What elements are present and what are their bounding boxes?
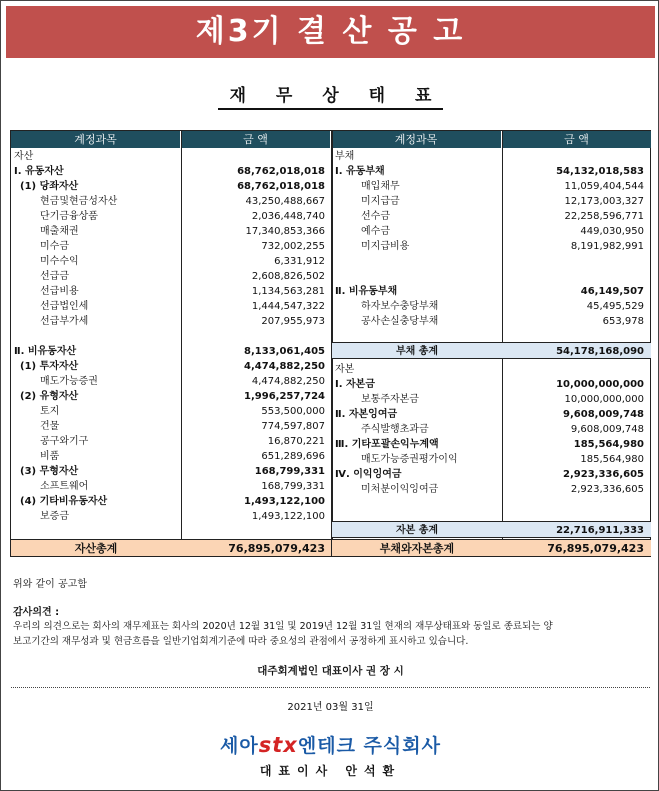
liability-row-amount xyxy=(502,254,644,269)
asset-row-amount: 651,289,696 xyxy=(261,451,325,462)
audit-opinion-line: 보고기간의 재무성과 및 현금흐름을 일반기업회계기준에 따라 중요성의 관점에서 공정하게 표시하고 있습니다. xyxy=(13,636,469,647)
header-right-amount: 금 액 xyxy=(502,131,651,148)
asset-row-amount: 1,996,257,724 xyxy=(244,391,325,402)
audit-opinion-title: 감사의견 : xyxy=(13,607,60,618)
equity-row-amount xyxy=(502,362,644,377)
equity-row-amount: 9,608,009,748 xyxy=(570,424,644,435)
asset-row-label: 단기금융상품 xyxy=(40,211,98,222)
equity-row-label: Ⅲ. 기타포괄손익누계액 xyxy=(335,439,439,450)
asset-row-label: 선급부가세 xyxy=(40,316,89,327)
statement-title xyxy=(1,81,659,106)
company-suffix: 엔테크 주식회사 xyxy=(297,735,441,757)
liability-row-label: 미지급금 xyxy=(361,196,400,207)
asset-row-amount: 168,799,331 xyxy=(254,466,325,477)
dotted-divider xyxy=(11,687,650,688)
equity-row-amount: 9,608,009,748 xyxy=(563,409,644,420)
asset-row-label: 선급비용 xyxy=(40,286,79,297)
equity-row-amount: 185,564,980 xyxy=(573,439,644,450)
asset-row-amount: 43,250,488,667 xyxy=(245,196,325,207)
asset-row-amount: 2,036,448,740 xyxy=(251,211,325,222)
liabilities-total-row xyxy=(332,342,651,359)
assets-total-row xyxy=(11,539,331,556)
asset-row-label: 매도가능증권 xyxy=(40,376,98,387)
liabilities-total-amount: 54,178,168,090 xyxy=(556,346,644,357)
asset-row-label: 소프트웨어 xyxy=(40,481,89,492)
liability-row-amount: 46,149,507 xyxy=(580,286,644,297)
liability-row-label: 하자보수충당부채 xyxy=(361,301,439,312)
liability-row-amount: 653,978 xyxy=(602,316,644,327)
liability-row-amount xyxy=(502,269,644,284)
liability-row-label: Ⅱ. 비유동부채 xyxy=(335,286,398,297)
liability-row-amount: 12,173,003,327 xyxy=(564,196,644,207)
company-prefix: 세아 xyxy=(220,735,259,757)
asset-row-amount: 68,762,018,018 xyxy=(237,166,325,177)
assets-total-label: 자산총계 xyxy=(74,542,118,555)
asset-row-label: 자산 xyxy=(14,151,34,162)
asset-row-amount: 553,500,000 xyxy=(261,406,325,417)
equity-row-label: 주식발행초과금 xyxy=(361,424,429,435)
asset-row-label: (3) 무형자산 xyxy=(20,466,79,477)
liability-row-amount: 449,030,950 xyxy=(580,226,644,237)
assets-total-amount: 76,895,079,423 xyxy=(228,542,325,555)
asset-row-label: 공구와기구 xyxy=(40,436,89,447)
asset-row-amount: 8,133,061,405 xyxy=(244,346,325,357)
liability-row-label: Ⅰ. 유동부채 xyxy=(335,166,385,177)
balance-sheet-table xyxy=(10,130,651,557)
equity-row-label: 보통주자본금 xyxy=(361,394,419,405)
equity-row-amount: 10,000,000,000 xyxy=(556,379,644,390)
asset-row-label: 토지 xyxy=(40,406,60,417)
equity-row-amount: 2,923,336,605 xyxy=(563,469,644,480)
company-logo xyxy=(1,731,659,758)
asset-row-amount: 1,444,547,322 xyxy=(251,301,325,312)
statement-title-text: 재 무 상 태 표 xyxy=(218,86,444,110)
ceo-name: 대표이사 안석환 xyxy=(259,764,402,778)
asset-row-amount: 207,955,973 xyxy=(261,316,325,327)
equity-row-label: 매도가능증권평가이익 xyxy=(361,454,458,465)
asset-row-label: 보증금 xyxy=(40,511,69,522)
asset-row-label: (2) 유형자산 xyxy=(20,391,79,402)
liability-row-amount: 11,059,404,544 xyxy=(564,181,644,192)
liability-row-label: 부채 xyxy=(335,151,355,162)
asset-row-amount: 2,608,826,502 xyxy=(251,271,325,282)
auditor-signoff: 대주회계법인 대표이사 권 장 시 xyxy=(257,665,404,677)
liabilities-equity-total-amount: 76,895,079,423 xyxy=(547,542,644,555)
liability-row-label xyxy=(335,269,502,284)
asset-row-label: 비품 xyxy=(40,451,60,462)
asset-row-amount: 774,597,807 xyxy=(261,421,325,432)
liability-row-amount: 8,191,982,991 xyxy=(570,241,644,252)
asset-row-amount: 4,474,882,250 xyxy=(251,376,325,387)
asset-row-amount: 16,870,221 xyxy=(267,436,325,447)
equity-row-amount: 185,564,980 xyxy=(580,454,644,465)
equity-row-label: 자본 xyxy=(335,364,355,375)
liability-row-label: 미지급비용 xyxy=(361,241,410,252)
liability-row-amount: 22,258,596,771 xyxy=(564,211,644,222)
asset-row-label: 선급금 xyxy=(40,271,69,282)
equity-row-label: Ⅱ. 자본잉여금 xyxy=(335,409,398,420)
liabilities-equity-total-label: 부채와자본총계 xyxy=(379,542,455,555)
audit-opinion-line: 우리의 의견으로는 회사의 재무제표는 회사의 2020년 12월 31일 및 2019년 12월 31일 현재의 재무상태표와 동일로 종료되는 양 xyxy=(13,621,553,632)
asset-row-amount: 1,493,122,100 xyxy=(244,496,325,507)
liability-row-label: 공사손실충당부채 xyxy=(361,316,439,327)
asset-row-label: (1) 투자자산 xyxy=(20,361,79,372)
equity-total-row xyxy=(332,521,651,538)
liability-row-amount: 45,495,529 xyxy=(586,301,644,312)
asset-row-label: (1) 당좌자산 xyxy=(20,181,79,192)
equity-row-amount: 10,000,000,000 xyxy=(564,394,644,405)
asset-row-label: (4) 기타비유동자산 xyxy=(20,496,108,507)
equity-total-label: 자본 총계 xyxy=(395,525,439,536)
liability-row-label: 선수금 xyxy=(361,211,390,222)
company-brand: stx xyxy=(258,733,298,757)
equity-total-amount: 22,716,911,333 xyxy=(556,525,644,536)
asset-row-label: 매출채권 xyxy=(40,226,79,237)
asset-row-amount: 168,799,331 xyxy=(261,481,325,492)
asset-row-label: 건물 xyxy=(40,421,60,432)
header-left-amount: 금 액 xyxy=(181,131,331,148)
liability-row-amount xyxy=(502,149,644,164)
asset-row-label: 선급법인세 xyxy=(40,301,89,312)
liability-row-label: 매입채무 xyxy=(361,181,400,192)
asset-row-amount: 6,331,912 xyxy=(274,256,325,267)
liability-row-amount: 54,132,018,583 xyxy=(556,166,644,177)
asset-row-amount: 68,762,018,018 xyxy=(237,181,325,192)
liabilities-total-label: 부채 총계 xyxy=(395,346,439,357)
equity-row-label: 미처분이익잉여금 xyxy=(361,484,439,495)
asset-row-label: Ⅱ. 비유동자산 xyxy=(14,346,77,357)
notice-text: 위와 같이 공고함 xyxy=(13,579,87,590)
notice-date: 2021년 03월 31일 xyxy=(287,702,374,713)
asset-row-amount xyxy=(181,329,325,344)
equity-row-label: Ⅳ. 이익잉여금 xyxy=(335,469,402,480)
liability-row-label xyxy=(335,254,502,269)
liabilities-equity-total-row xyxy=(332,539,651,556)
liability-row-label: 예수금 xyxy=(361,226,390,237)
asset-row-label: 미수금 xyxy=(40,241,69,252)
asset-row-amount: 1,134,563,281 xyxy=(251,286,325,297)
asset-row-amount: 17,340,853,366 xyxy=(245,226,325,237)
banner-title: 제3기 결 산 공 고 xyxy=(6,6,655,58)
header-left-item: 계정과목 xyxy=(11,131,181,148)
asset-row-amount: 732,002,255 xyxy=(261,241,325,252)
asset-row-label xyxy=(14,329,181,344)
asset-row-amount: 1,493,122,100 xyxy=(251,511,325,522)
asset-row-label: 미수수익 xyxy=(40,256,79,267)
equity-row-amount: 2,923,336,605 xyxy=(570,484,644,495)
asset-row-amount: 4,474,882,250 xyxy=(244,361,325,372)
asset-row-amount xyxy=(181,149,325,164)
asset-row-label: 현금및현금성자산 xyxy=(40,196,118,207)
header-right-item: 계정과목 xyxy=(331,131,502,148)
asset-row-label: Ⅰ. 유동자산 xyxy=(14,166,64,177)
equity-row-label: Ⅰ. 자본금 xyxy=(335,379,375,390)
